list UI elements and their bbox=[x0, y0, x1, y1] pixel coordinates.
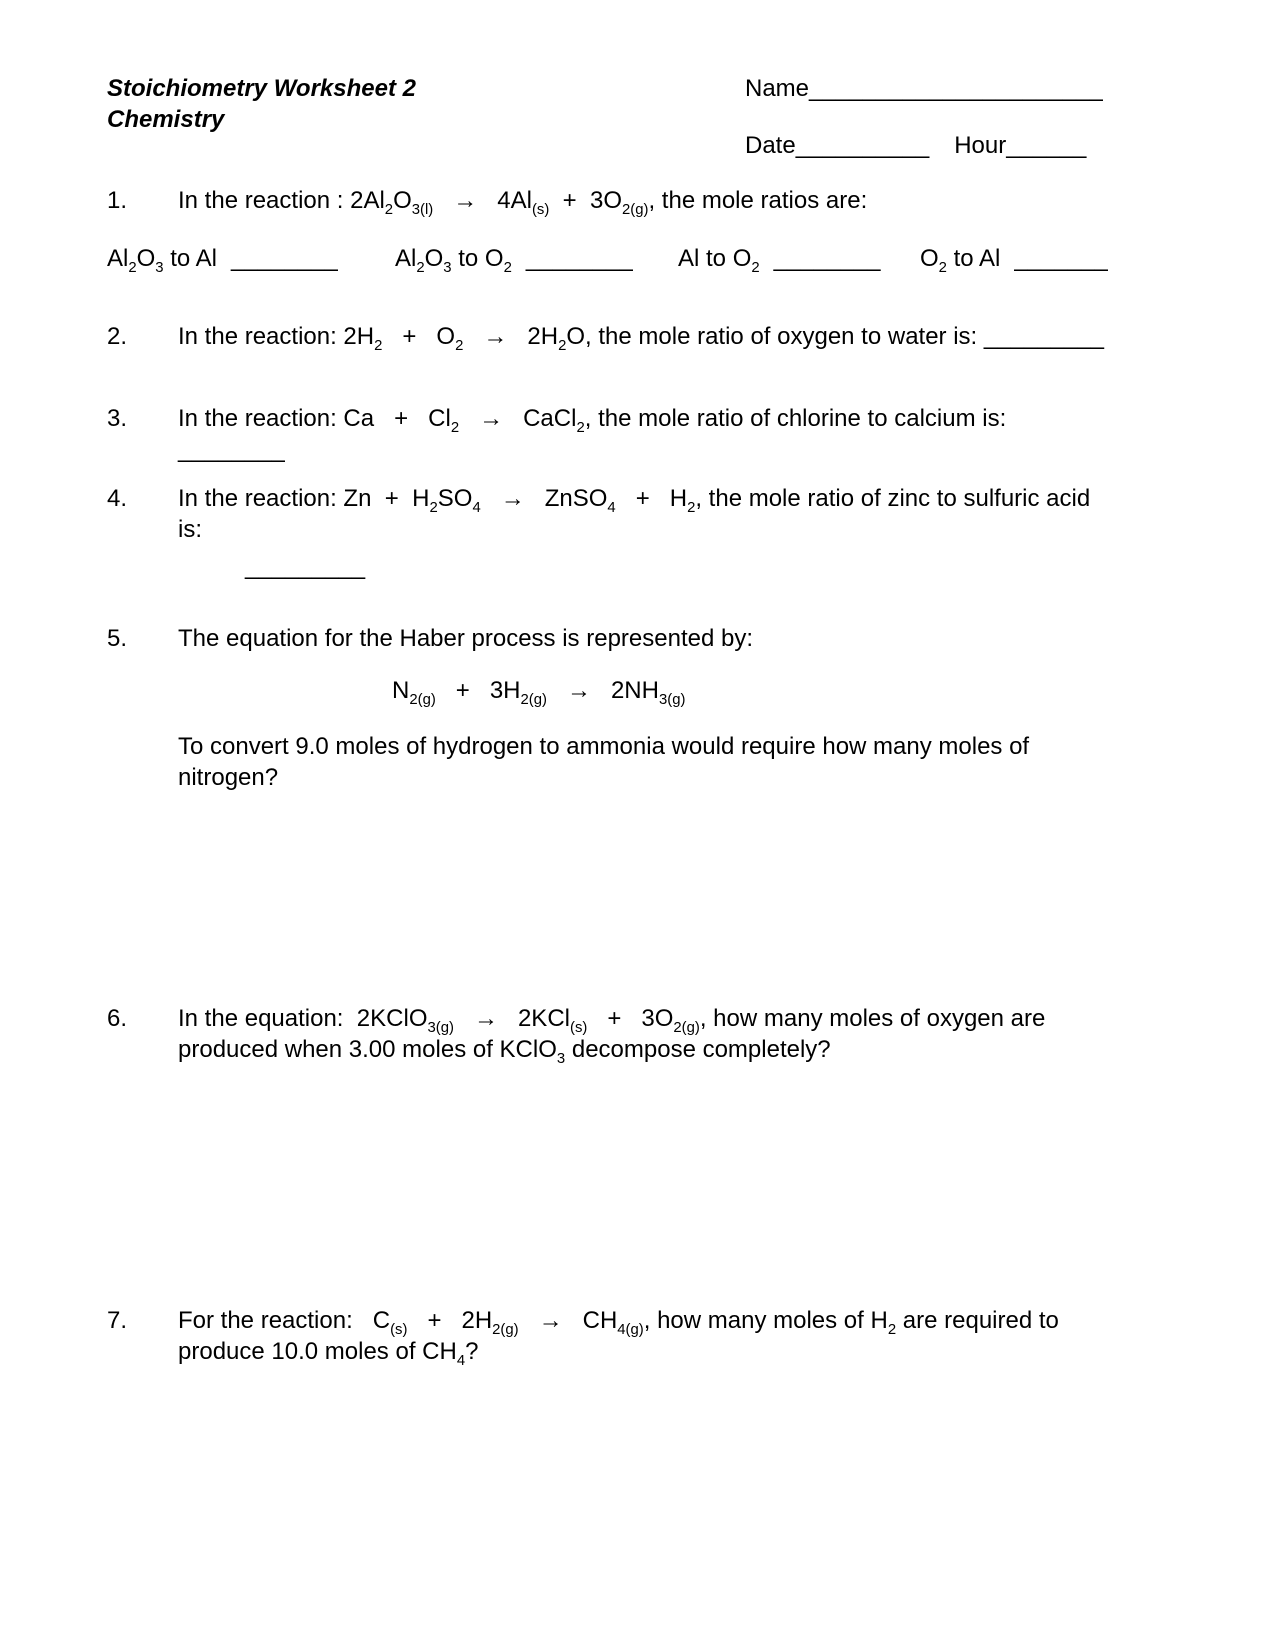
name-date-block bbox=[745, 73, 1117, 161]
haber-process-equation: $N_{2(g)} + 3H_{2(g)} \to 2NH_{3(g)}$ bbox=[392, 677, 686, 708]
date-hour-line bbox=[745, 130, 1117, 161]
question-3-text: In the reaction: $Ca + Cl_2$ → CaCl$_2$, the mole ratio of chlorine to calcium is: ________ bbox=[178, 405, 1013, 463]
ratio-al-to-o2 bbox=[678, 243, 880, 274]
question-4-answer-blank-line bbox=[107, 551, 1117, 582]
question-4-number: 4. bbox=[107, 485, 128, 512]
question-3 bbox=[107, 403, 1117, 465]
question-5-text: The equation for the Haber process is represented by: bbox=[178, 625, 753, 652]
question-5-followup bbox=[107, 731, 1117, 793]
question-1 bbox=[107, 185, 1117, 216]
worksheet-title: Stoichiometry Worksheet 2 bbox=[107, 75, 416, 102]
question-4 bbox=[107, 483, 1117, 545]
ratio-blank: _______ bbox=[1014, 245, 1108, 272]
name-blank: ______________________ bbox=[809, 75, 1103, 102]
question-1-text: In the reaction : $2Al_2O_{3(l)} \to 4Al_{(s)} + 3O_{2(g)}$, the mole ratios are: bbox=[178, 187, 868, 218]
question-5-number: 5. bbox=[107, 625, 128, 652]
ratio-label: $O_2$ to Al bbox=[920, 245, 1001, 276]
question-7 bbox=[107, 1305, 1117, 1367]
ratio-label: Al to $O_2$ bbox=[678, 245, 760, 276]
question-5 bbox=[107, 623, 1117, 654]
ratio-blank: ________ bbox=[230, 245, 338, 272]
ratio-blank: ________ bbox=[773, 245, 881, 272]
ratio-label: $Al_2O_3$ to $O_2$ bbox=[395, 245, 512, 276]
question-6-text: In the equation: 2KClO$_{3(g)}$ → $2KCl_{(s)} + 3O_{2(g)}$, how many moles of oxygen are produced when 3.00 moles of KClO$_3$ decompose completely? bbox=[178, 1005, 1053, 1067]
question-4-text: In the reaction: $Zn + H_2SO_4$ → ZnSO$_4$ + $H_2$, the mole ratio of zinc to sulfuric acid is: bbox=[178, 485, 1097, 543]
ratio-al2o3-to-al bbox=[107, 243, 338, 274]
question-7-number: 7. bbox=[107, 1307, 128, 1334]
question-1-ratios-row bbox=[107, 243, 1117, 274]
name-label: Name bbox=[745, 75, 810, 102]
date-blank: __________ bbox=[795, 132, 930, 159]
header bbox=[107, 73, 1117, 159]
ratio-blank: ________ bbox=[525, 245, 633, 272]
question-2 bbox=[107, 321, 1117, 352]
name-line bbox=[745, 73, 1117, 104]
ratio-label: $Al_2O_3$ to Al bbox=[107, 245, 217, 276]
question-1-number: 1. bbox=[107, 187, 128, 214]
hour-blank: ______ bbox=[1006, 132, 1087, 159]
question-2-text: In the reaction: $2H_2 + O_2 \to 2H_2O$, the mole ratio of oxygen to water is: _________ bbox=[178, 323, 1105, 354]
question-2-number: 2. bbox=[107, 323, 128, 350]
ratio-al2o3-to-o2 bbox=[395, 243, 633, 274]
question-7-text: For the reaction: $C_{(s)} + 2H_{2(g)} \to CH_{4(g)}$, how many moles of $H_2$ are required to produce 10.0 moles of $CH_4$? bbox=[178, 1307, 1066, 1369]
hour-label: Hour bbox=[954, 132, 1007, 159]
ratio-o2-to-al bbox=[920, 243, 1108, 274]
question-3-number: 3. bbox=[107, 405, 128, 432]
question-6 bbox=[107, 1003, 1117, 1065]
worksheet-subtitle: Chemistry bbox=[107, 106, 225, 133]
date-label: Date bbox=[745, 132, 796, 159]
question-5-followup-text: To convert 9.0 moles of hydrogen to ammonia would require how many moles of nitrogen? bbox=[178, 733, 1036, 791]
question-4-blank: _________ bbox=[245, 553, 366, 580]
question-6-number: 6. bbox=[107, 1005, 128, 1032]
